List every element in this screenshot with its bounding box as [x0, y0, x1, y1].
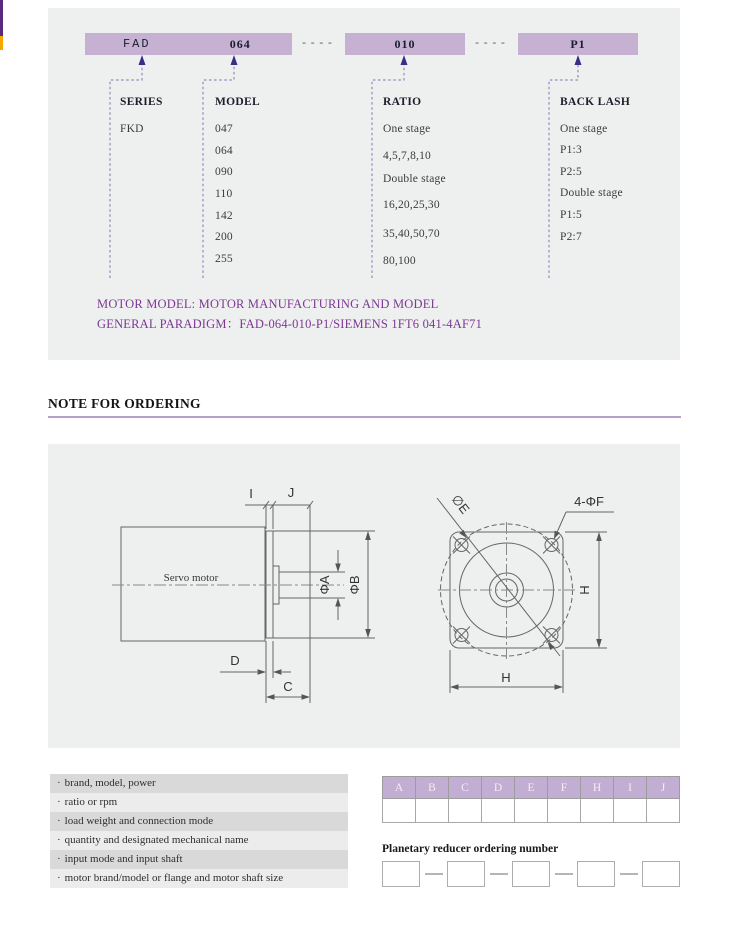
code-option: 80,100 — [383, 255, 416, 267]
dim-label-c: C — [283, 679, 293, 694]
code-option: 064 — [215, 145, 233, 157]
code-option: 200 — [215, 231, 233, 243]
ordering-number-box — [577, 861, 615, 887]
edge-bar-orange — [0, 36, 3, 50]
dim-label-d: D — [230, 653, 240, 668]
ordering-number-box — [512, 861, 550, 887]
dim-header: J — [647, 777, 680, 799]
code-option: Double stage — [560, 187, 623, 199]
code-box-ratio: 010 — [345, 33, 465, 55]
dim-cell — [383, 799, 416, 823]
servo-motor-label: Servo motor — [163, 572, 219, 584]
dim-cell — [449, 799, 482, 823]
dim-cell — [647, 799, 680, 823]
ordering-number-box — [382, 861, 420, 887]
code-option: P2:7 — [560, 231, 582, 243]
code-option: One stage — [383, 123, 431, 135]
dash-connector — [425, 873, 443, 875]
section-heading: NOTE FOR ORDERING — [48, 396, 681, 418]
note-text: brand, model, power — [64, 777, 156, 789]
code-option: 142 — [215, 210, 233, 222]
code-option: 16,20,25,30 — [383, 199, 440, 211]
column-label-backlash: BACK LASH — [560, 96, 631, 108]
dim-label-h-bottom: H — [501, 670, 511, 685]
dim-label-j: J — [287, 485, 295, 500]
column-label-ratio: RATIO — [383, 96, 422, 108]
note-item — [50, 831, 348, 850]
side-view — [112, 501, 375, 703]
dim-label-phi-a: ΦA — [317, 575, 332, 595]
bullet: · — [57, 834, 61, 846]
code-option: P2:5 — [560, 166, 582, 178]
code-option: One stage — [560, 123, 608, 135]
ordering-number-box — [642, 861, 680, 887]
dim-header: E — [515, 777, 548, 799]
dim-label-h-right: H — [577, 585, 592, 595]
dim-header: B — [416, 777, 449, 799]
column-label-series: SERIES — [120, 96, 163, 108]
dimension-table — [382, 776, 680, 823]
dimension-table-value-row — [383, 799, 680, 823]
note-item — [50, 793, 348, 812]
up-arrow-icons — [139, 55, 582, 65]
ordering-number-caption: Planetary reducer ordering number — [382, 843, 559, 855]
dim-header: C — [449, 777, 482, 799]
motor-body — [121, 527, 265, 641]
note-text: motor brand/model or flange and motor shaft size — [64, 872, 284, 884]
column-label-model: MODEL — [215, 96, 260, 108]
bullet: · — [57, 853, 61, 865]
dim-cell — [581, 799, 614, 823]
dim-cell — [482, 799, 515, 823]
code-option: FKD — [120, 123, 144, 135]
dim-label-phi-e: ∅E — [448, 491, 473, 517]
bullet: · — [57, 777, 61, 789]
code-separator: ---- — [300, 38, 336, 50]
dimension-arrowheads — [258, 530, 602, 700]
bullet: · — [57, 872, 61, 884]
dim-label-4-phi-f: 4-ΦF — [574, 494, 604, 509]
dim-header: I — [614, 777, 647, 799]
general-paradigm-note: GENERAL PARADIGM：FAD-064-010-P1/SIEMENS 1FT6 041-4AF71 — [97, 317, 483, 331]
code-option: 110 — [215, 188, 233, 200]
dim-cell — [515, 799, 548, 823]
code-option: P1:5 — [560, 209, 582, 221]
dim-label-i: I — [249, 486, 253, 501]
technical-drawing — [48, 444, 680, 748]
dash-connector — [620, 873, 638, 875]
dash-connector — [555, 873, 573, 875]
dimension-table-header-row — [383, 777, 680, 799]
note-text: quantity and designated mechanical name — [64, 834, 249, 846]
code-option: Double stage — [383, 173, 446, 185]
dash-connector — [490, 873, 508, 875]
code-option: 090 — [215, 166, 233, 178]
dashed-connector-ratio — [372, 60, 404, 278]
note-item — [50, 869, 348, 888]
note-item — [50, 850, 348, 869]
note-text: load weight and connection mode — [64, 815, 214, 827]
code-option: 4,5,7,8,10 — [383, 150, 431, 162]
ordering-code-panel — [48, 8, 680, 360]
dim-header: H — [581, 777, 614, 799]
ordering-number-box — [447, 861, 485, 887]
code-option: 255 — [215, 253, 233, 265]
note-item — [50, 812, 348, 831]
code-option: 35,40,50,70 — [383, 228, 440, 240]
ordering-number-boxes — [382, 861, 680, 887]
motor-model-note: MOTOR MODEL: MOTOR MANUFACTURING AND MODEL — [97, 297, 439, 311]
dimension-table-wrap — [382, 776, 680, 823]
dim-label-phi-b: ΦB — [347, 575, 362, 595]
dashed-connector-series — [110, 60, 142, 278]
note-text: ratio or rpm — [64, 796, 118, 808]
code-series: FAD — [122, 37, 151, 51]
dim-header: A — [383, 777, 416, 799]
code-model: 064 — [229, 36, 251, 51]
note-text: input mode and input shaft — [64, 853, 183, 865]
ordering-notes-list — [50, 774, 348, 888]
code-box-backlash: P1 — [518, 33, 638, 55]
code-box-series-model — [85, 33, 292, 55]
code-option: 047 — [215, 123, 233, 135]
code-separator: ---- — [473, 38, 509, 50]
note-item — [50, 774, 348, 793]
bullet: · — [57, 796, 61, 808]
edge-bar-purple — [0, 0, 3, 36]
dim-header: F — [548, 777, 581, 799]
dim-cell — [548, 799, 581, 823]
dim-cell — [614, 799, 647, 823]
dim-cell — [416, 799, 449, 823]
code-option: P1:3 — [560, 144, 582, 156]
drawing-panel — [48, 444, 680, 748]
dim-header: D — [482, 777, 515, 799]
bullet: · — [57, 815, 61, 827]
